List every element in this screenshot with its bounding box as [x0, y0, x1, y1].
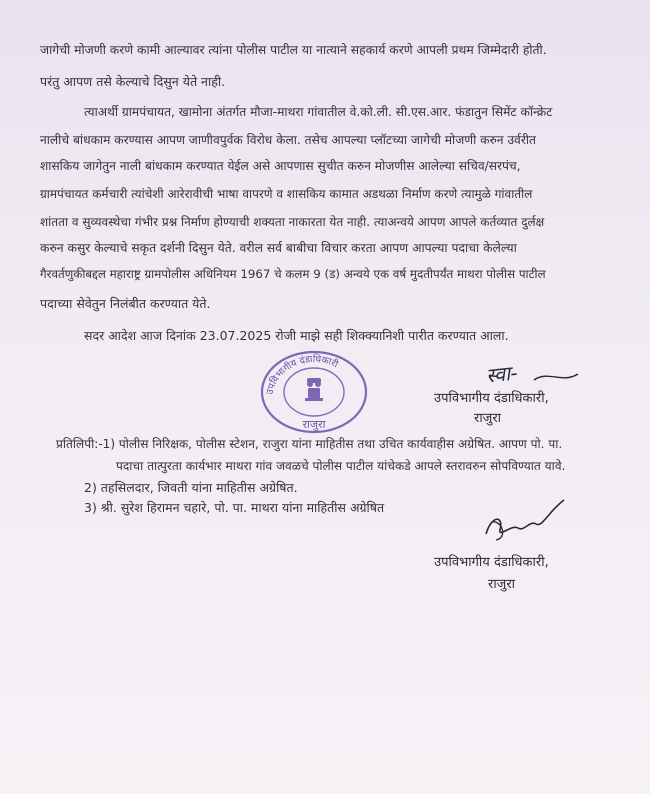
body-line-1: जागेची मोजणी करणे कामी आल्यावर त्यांना पोलीस पाटील या नात्याने सहकार्य करणे आपली प्रथम जिम्मेदारी होती.	[40, 43, 547, 57]
body-line-2: परंतु आपण तसे केल्याचे दिसुन येते नाही.	[40, 74, 226, 89]
signature-top-place: राजुरा	[474, 411, 502, 426]
body-line-8: करुन कसुर केल्याचे सकृत दर्शनी दिसुन येते. वरील सर्व बाबीचा विचार करता आपण आपल्या पदाचा केलेल्या	[40, 241, 517, 255]
stamp-ring-text: उपविभागीय दंडाधिकारी	[264, 353, 340, 396]
copy-item-2: 2) तहसिलदार, जिवती यांना माहितीस अग्रेषित.	[84, 480, 298, 495]
emblem-icon	[305, 378, 323, 401]
signature-top-designation: उपविभागीय दंडाधिकारी,	[434, 391, 549, 406]
signature-top-stroke	[478, 360, 598, 390]
official-stamp	[258, 348, 370, 434]
signature-top-mark: स्वा-	[484, 360, 519, 388]
stamp-graphic	[258, 348, 370, 434]
body-line-6: ग्रामपंचायत कर्मचारी त्यांचेशी आरेरावीची भाषा वापरणे व शासकिय कामात अडथळा निर्माण करणे त्यामुळे गांवातील	[40, 187, 533, 201]
signature-bottom-designation: उपविभागीय दंडाधिकारी,	[434, 555, 549, 570]
body-line-9: गैरवर्तणुकीबद्दल महाराष्ट्र ग्रामपोलीस अधिनियम 1967 चे कलम 9 (ड) अन्वये एक वर्ष मुदतीपर्यंत माथरा पोलीस पाटील	[40, 267, 546, 281]
copy-item-1: प्रतिलिपी:-1) पोलीस निरिक्षक, पोलीस स्टेशन, राजुरा यांना माहितीस तथा उचित कार्यवाहीस अग्रेषित. आपण पो. पा.	[56, 437, 563, 451]
signature-bottom-place: राजुरा	[488, 577, 516, 592]
body-line-3: त्याअर्थी ग्रामपंचायत, खामोना अंतर्गत मौजा-माथरा गांवातील वे.को.ली. सी.एस.आर. फंडातुन सिमेंट कॉन्क्रेट	[84, 105, 553, 119]
signature-top	[478, 360, 598, 390]
stamp-bottom-text: राजुरा	[302, 418, 326, 431]
body-line-4: नालीचे बांधकाम करण्यास आपण जाणीवपुर्वक विरोध केला. तसेच आपल्या प्लॉटच्या जागेची मोजणी करुन उर्वरीत	[40, 133, 536, 147]
copy-item-3: 3) श्री. सुरेश हिरामन चहारे, पो. पा. माथरा यांना माहितीस अग्रेषित	[84, 500, 385, 515]
body-line-10: पदाच्या सेवेतुन निलंबीत करण्यात येते.	[40, 296, 211, 311]
body-line-5: शासकिय जागेतुन नाली बांधकाम करण्यात येईल असे आपणास सुचीत करुन मोजणीस आलेल्या सचिव/सरपंच,	[40, 159, 521, 173]
order-date-line: सदर आदेश आज दिनांक 23.07.2025 रोजी माझे सही शिक्क्यानिशी पारीत करण्यात आला.	[84, 328, 509, 343]
copy-item-1-cont: पदाचा तात्पुरता कार्यभार माथरा गांव जवळचे पोलीस पाटील यांचेकडे आपले स्तरावरुन सोपविण्यात यावे.	[116, 459, 566, 473]
body-line-7: शांतता व सुव्यवस्थेचा गंभीर प्रश्न निर्माण होण्याची शक्यता नाकारता येत नाही. त्याअन्वये आपण आपले कर्तव्यात दुर्लक्ष	[40, 215, 545, 229]
signature-bottom-mark	[478, 494, 578, 548]
